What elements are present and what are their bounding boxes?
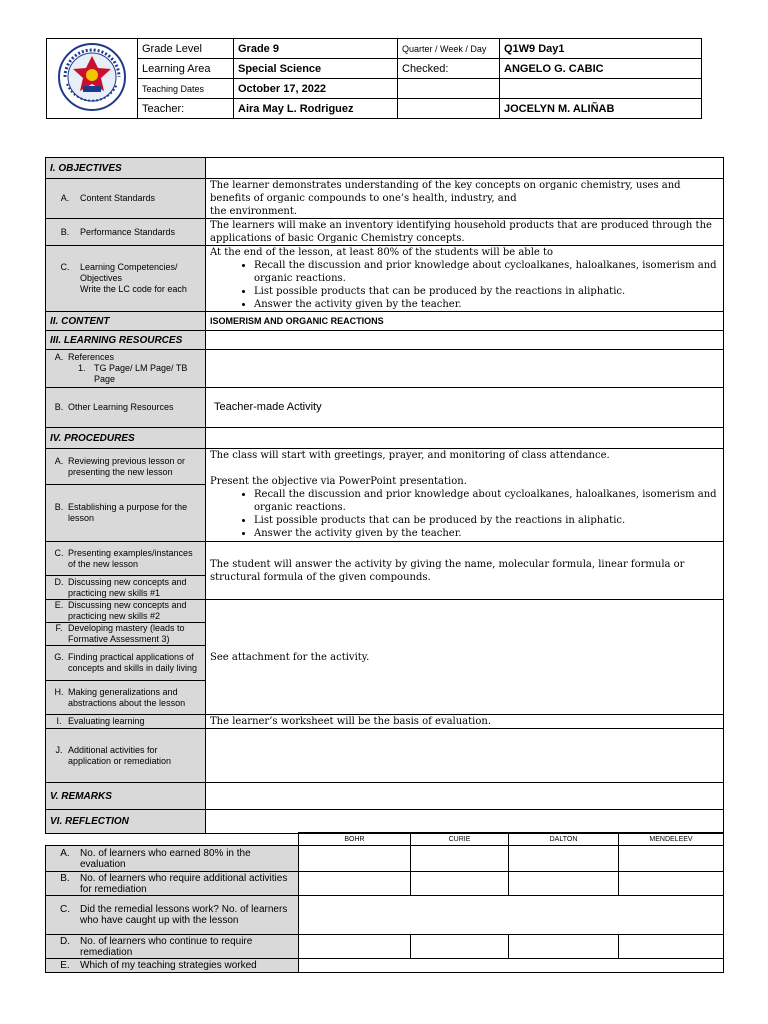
empty-cell — [206, 331, 724, 350]
procedure-c-label — [46, 542, 206, 576]
empty-cell — [206, 158, 724, 179]
input-cell[interactable] — [411, 935, 509, 959]
procedure-j-label — [46, 729, 206, 783]
learning-resources-heading: III. LEARNING RESOURCES — [46, 331, 206, 350]
procedure-g-label — [46, 646, 206, 681]
content-standards-line2: the environment. — [210, 206, 298, 217]
letter: F. — [55, 623, 63, 633]
label: Discussing new concepts and practicing new skills #1 — [68, 576, 187, 598]
input-cell[interactable] — [509, 935, 619, 959]
list-item: • List possible products that can be produced by the reactions in aliphatic. — [254, 514, 719, 527]
letter: A. — [54, 352, 64, 362]
competencies-list — [210, 259, 719, 311]
approver-name: JOCELYN M. ALIÑAB — [500, 99, 702, 119]
procedure-i-label — [46, 715, 206, 729]
teacher-value: Aira May L. Rodriguez — [234, 99, 398, 119]
column-dalton: DALTON — [509, 833, 619, 846]
quarter-week-day-value: Q1W9 Day1 — [500, 39, 702, 59]
letter: A. — [54, 455, 64, 466]
teacher-label: Teacher: — [138, 99, 234, 119]
empty-cell — [398, 79, 500, 99]
reflection-c-label — [46, 896, 299, 935]
header-table — [46, 38, 702, 119]
label-note: Write the LC code for each — [80, 284, 187, 294]
label: No. of learners who require additional activities for remediation — [80, 872, 288, 895]
letter: E. — [60, 960, 70, 971]
procedures-heading: IV. PROCEDURES — [46, 428, 206, 449]
checked-value: ANGELO G. CABIC — [500, 59, 702, 79]
procedure-b-label — [46, 485, 206, 542]
input-cell[interactable] — [509, 872, 619, 896]
performance-standards-text: The learners will make an inventory identifying household products that are produced through the applications of basic Organic Chemistry concepts. — [206, 219, 724, 246]
label: Presenting examples/instances of the new lesson — [68, 547, 193, 569]
input-cell[interactable] — [299, 896, 724, 935]
column-curie: CURIE — [411, 833, 509, 846]
other-resources-label — [46, 388, 206, 428]
content-standards-line1: The learner demonstrates understanding of the key concepts on organic chemistry, uses and benefits of organic compounds to one’s health, industry, and — [210, 180, 681, 204]
empty-cell — [206, 783, 724, 810]
empty-cell — [206, 350, 724, 388]
procedure-objective-note: Present the objective via PowerPoint presentation. — [210, 476, 467, 487]
input-cell[interactable] — [299, 846, 411, 872]
letter: E. — [54, 600, 64, 610]
deped-seal-icon — [57, 42, 127, 112]
procedure-f-label — [46, 623, 206, 646]
letter: B. — [60, 872, 70, 884]
sub-number: 1. — [78, 363, 86, 373]
empty-cell — [206, 428, 724, 449]
procedure-opening: The class will start with greetings, prayer, and monitoring of class attendance. — [210, 450, 610, 461]
label: Discussing new concepts and practicing new skills #2 — [68, 600, 187, 621]
letter: A. — [60, 847, 70, 859]
letter: C. — [54, 547, 64, 558]
references-label — [46, 350, 206, 388]
procedure-a-label — [46, 449, 206, 485]
content-heading: II. CONTENT — [46, 312, 206, 331]
input-cell[interactable] — [299, 959, 724, 973]
empty-cell — [398, 99, 500, 119]
quarter-week-day-label: Quarter / Week / Day — [398, 39, 500, 59]
learning-area-label: Learning Area — [138, 59, 234, 79]
letter: H. — [54, 686, 64, 697]
label: References — [68, 352, 115, 362]
input-cell[interactable] — [411, 872, 509, 896]
competencies-intro: At the end of the lesson, at least 80% of the students will be able to — [210, 247, 554, 258]
reflection-a-label — [46, 846, 299, 872]
label: Making generalizations and abstractions about the lesson — [68, 686, 186, 708]
empty-cell — [206, 729, 724, 783]
letter: D. — [60, 935, 70, 947]
checked-label: Checked: — [398, 59, 500, 79]
procedure-h-label — [46, 681, 206, 715]
content-topic: ISOMERISM AND ORGANIC REACTIONS — [206, 312, 724, 331]
procedure-ab-text — [206, 449, 724, 542]
empty-cell — [500, 79, 702, 99]
letter: C. — [60, 904, 70, 915]
letter: B. — [54, 502, 64, 512]
list-item: • Answer the activity given by the teacher. — [254, 298, 719, 311]
procedure-cd-text: The student will answer the activity by giving the name, molecular formula, linear formula or structural formula of the given compounds. — [206, 542, 724, 600]
sub-label: TG Page/ LM Page/ TB Page — [94, 363, 188, 384]
list-item: • Answer the activity given by the teacher. — [254, 527, 719, 540]
teaching-dates-label: Teaching Dates — [138, 79, 234, 99]
input-cell[interactable] — [509, 846, 619, 872]
letter: J. — [55, 744, 63, 755]
label: Establishing a purpose for the lesson — [68, 502, 188, 523]
reflection-b-label — [46, 872, 299, 896]
list-item: • Recall the discussion and prior knowledge about cycloalkanes, haloalkanes, isomerism and organic reactions. — [254, 259, 719, 285]
input-cell[interactable] — [411, 846, 509, 872]
learning-competencies-label — [46, 246, 206, 312]
letter: A. — [60, 193, 70, 203]
procedure-e-label — [46, 600, 206, 623]
reflection-table — [45, 832, 724, 973]
letter: B. — [54, 402, 64, 412]
empty-cell — [206, 810, 724, 834]
label: Evaluating learning — [68, 716, 145, 726]
label: Finding practical applications of concepts and skills in daily living — [68, 652, 198, 673]
procedure-eh-text: See attachment for the activity. — [206, 600, 724, 715]
grade-level-value: Grade 9 — [234, 39, 398, 59]
label: Other Learning Resources — [68, 402, 174, 412]
learning-competencies-text — [206, 246, 724, 312]
list-item: • List possible products that can be produced by the reactions in aliphatic. — [254, 285, 719, 298]
list-item: • Recall the discussion and prior knowledge about cycloalkanes, haloalkanes, isomerism and organic reactions. — [254, 488, 719, 514]
reflection-heading: VI. REFLECTION — [46, 810, 206, 834]
content-standards-text — [206, 179, 724, 219]
other-resources-text: Teacher-made Activity — [206, 388, 724, 428]
label: Learning Competencies/ Objectives — [80, 262, 178, 283]
letter: I. — [56, 716, 62, 726]
procedure-i-text: The learner’s worksheet will be the basis of evaluation. — [206, 715, 724, 729]
procedure-list — [210, 488, 719, 540]
letter: G. — [54, 652, 64, 662]
column-mendeleev: MENDELEEV — [619, 833, 724, 846]
input-cell[interactable] — [299, 872, 411, 896]
content-standards-label — [46, 179, 206, 219]
letter: C. — [60, 262, 70, 272]
objectives-heading: I. OBJECTIVES — [46, 158, 206, 179]
input-cell[interactable] — [299, 935, 411, 959]
lesson-plan-table — [45, 157, 724, 834]
label: No. of learners who continue to require remediation — [80, 935, 253, 958]
input-cell[interactable] — [619, 935, 724, 959]
column-bohr: BOHR — [299, 833, 411, 846]
grade-level-label: Grade Level — [138, 39, 234, 59]
label: Reviewing previous lesson or presenting the new lesson — [68, 455, 186, 477]
label: Which of my teaching strategies worked — [80, 960, 257, 971]
label: Did the remedial lessons work? No. of learners who have caught up with the lesson — [80, 904, 288, 926]
reflection-d-label — [46, 935, 299, 959]
teaching-dates-value: October 17, 2022 — [234, 79, 398, 99]
label: Developing mastery (leads to Formative Assessment 3) — [68, 623, 185, 644]
learning-area-value: Special Science — [234, 59, 398, 79]
input-cell[interactable] — [619, 846, 724, 872]
empty-cell — [46, 833, 299, 846]
deped-seal-cell — [47, 39, 138, 119]
label: Additional activities for application or remediation — [68, 744, 172, 766]
label: No. of learners who earned 80% in the evaluation — [80, 847, 251, 870]
label: Content Standards — [80, 193, 156, 203]
performance-standards-label — [46, 219, 206, 246]
letter: D. — [54, 576, 64, 587]
letter: B. — [60, 226, 70, 237]
reflection-e-label — [46, 959, 299, 973]
label: Performance Standards — [80, 226, 176, 237]
procedure-d-label — [46, 576, 206, 600]
input-cell[interactable] — [619, 872, 724, 896]
remarks-heading: V. REMARKS — [46, 783, 206, 810]
